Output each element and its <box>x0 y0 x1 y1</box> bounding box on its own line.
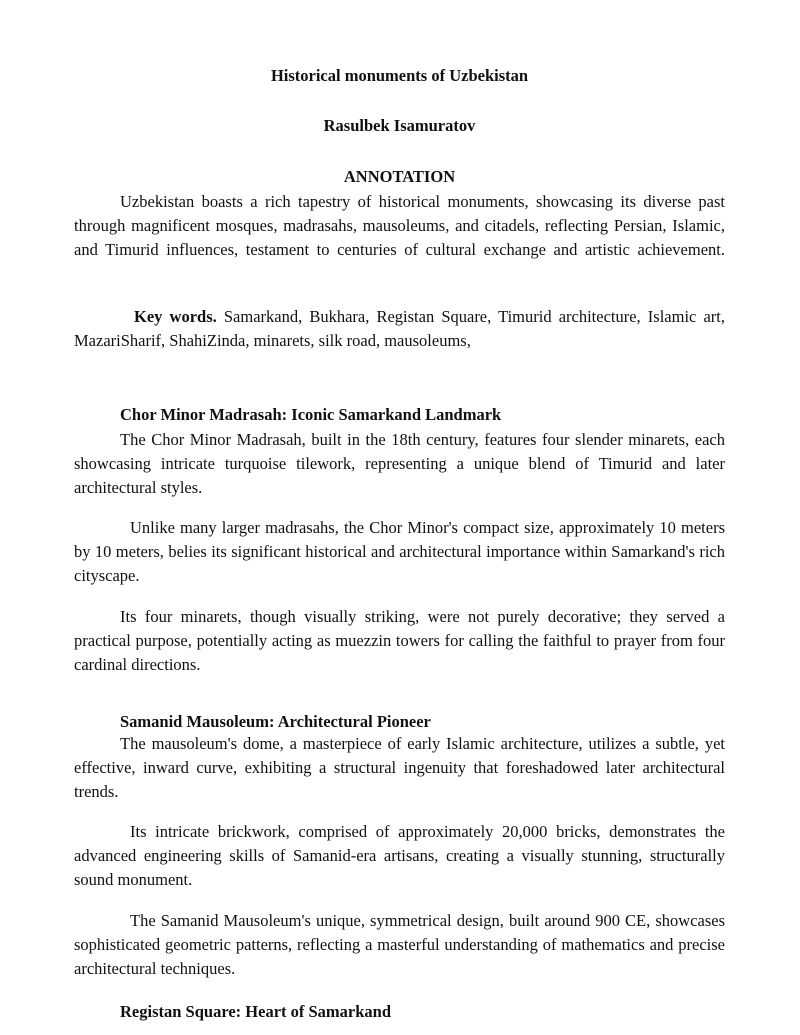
section-paragraph: The Samanid Mausoleum's unique, symmetrical design, built around 900 CE, showcases sophisticated geometric patterns, reflecting a masterful understanding of mathematics and precise architectural techniques. <box>74 911 725 978</box>
annotation-paragraph: Uzbekistan boasts a rich tapestry of historical monuments, showcasing its diverse past through magnificent mosques, madrasahs, mausoleums, and citadels, reflecting Persian, Islamic, and Timurid influences, testament to centuries of cultural exchange and artistic achievement. <box>74 192 725 259</box>
section-paragraph: The Chor Minor Madrasah, built in the 18th century, features four slender minarets, each showcasing intricate turquoise tilework, representing a unique blend of Timurid and later architectural styles. <box>74 430 725 497</box>
section-paragraph: Its intricate brickwork, comprised of approximately 20,000 bricks, demonstrates the advanced engineering skills of Samanid-era artisans, creating a visually stunning, structurally sound monument. <box>74 822 725 889</box>
document-title: Historical monuments of Uzbekistan <box>270 66 529 85</box>
keywords-paragraph <box>74 305 725 353</box>
section-heading-samanid: Samanid Mausoleum: Architectural Pioneer <box>120 712 431 731</box>
keywords-label: Key words. <box>134 307 217 326</box>
annotation-heading: ANNOTATION <box>343 167 456 186</box>
section-heading-chor-minor: Chor Minor Madrasah: Iconic Samarkand Landmark <box>120 405 502 424</box>
section-heading-registan: Registan Square: Heart of Samarkand <box>120 1002 392 1021</box>
section-paragraph: The mausoleum's dome, a masterpiece of early Islamic architecture, utilizes a subtle, yet effective, inward curve, exhibiting a structural ingenuity that foreshadowed later architectural trends. <box>74 734 725 801</box>
section-paragraph: Its four minarets, though visually striking, were not purely decorative; they served a practical purpose, potentially acting as muezzin towers for calling the faithful to prayer from four cardinal directions. <box>74 607 725 674</box>
keywords-text: Samarkand, Bukhara, Registan Square, Timurid architecture, Islamic art, MazariSharif, ShahiZinda, minarets, silk road, mausoleums, <box>74 307 725 350</box>
section-paragraph: Unlike many larger madrasahs, the Chor Minor's compact size, approximately 10 meters by 10 meters, belies its significant historical and architectural importance within Samarkand's rich cityscape. <box>74 518 725 585</box>
author-name: Rasulbek Isamuratov <box>323 116 476 135</box>
